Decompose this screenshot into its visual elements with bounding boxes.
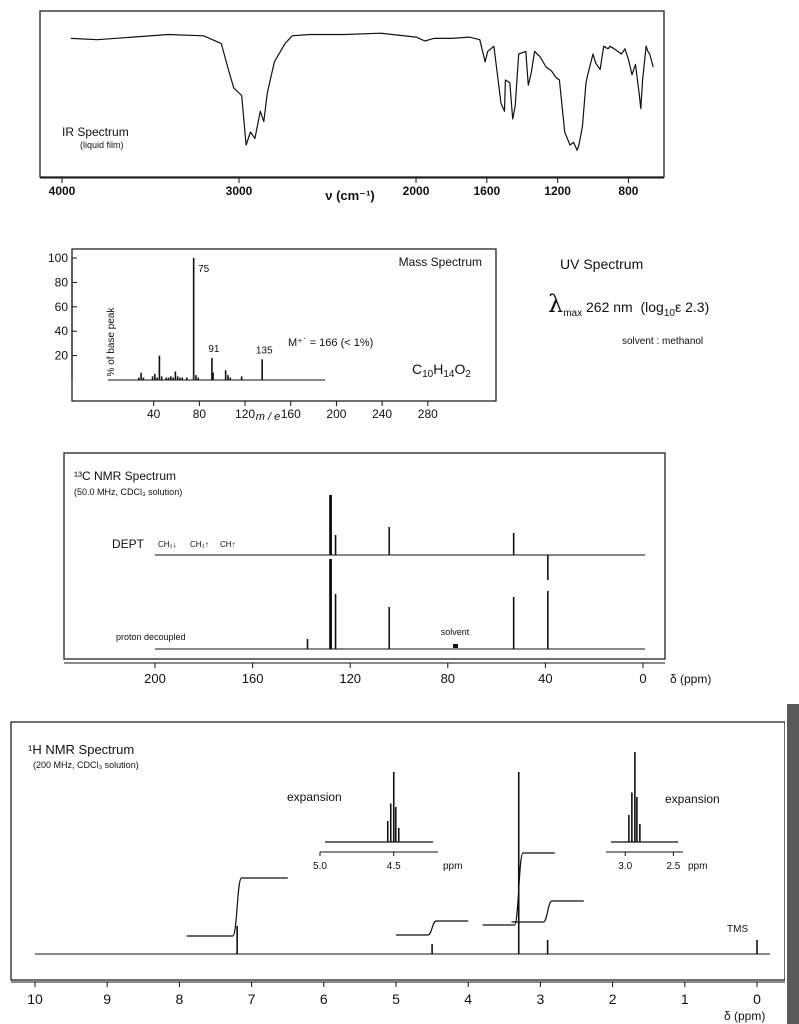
ir-x-tick-label: 800	[618, 184, 639, 198]
ms-y-tick-label: 100	[47, 251, 68, 265]
h1-title: ¹H NMR Spectrum	[28, 742, 135, 757]
ms-peaks	[139, 258, 262, 380]
h1-x-tick-label: 9	[103, 991, 112, 1007]
uv-epsilon-open: (log	[640, 299, 664, 315]
ir-title: IR Spectrum	[62, 125, 129, 139]
h1-x-tick-label: 4	[464, 991, 473, 1007]
ir-x-tick-label: 2000	[402, 184, 430, 198]
c13-subtitle: (50.0 MHz, CDCl₃ solution)	[74, 487, 183, 497]
h1-x-label: δ (ppm)	[724, 1009, 766, 1023]
h1-x-tick-label: 3	[536, 991, 545, 1007]
ms-x-tick-label: 280	[417, 407, 438, 421]
ir-x-tick-label: 1600	[473, 184, 501, 198]
uv-solvent: solvent : methanol	[622, 336, 704, 347]
ir-subtitle: (liquid film)	[80, 140, 124, 150]
h1-x-tick-label: 5	[392, 991, 400, 1007]
ms-formula-part: O	[454, 361, 466, 377]
ms-peak-label: 91	[208, 344, 220, 356]
ms-peak-label: 135	[255, 345, 273, 357]
ms-peak-labels	[198, 264, 273, 356]
ms-formula-part: 14	[443, 369, 455, 380]
h1-expansion-tick-label: 4.5	[386, 861, 401, 872]
c13-dept-legend-ch: CH↑	[220, 540, 236, 549]
uv-epsilon-sub: 10	[663, 307, 675, 319]
ir-spectrum-chart	[0, 0, 799, 215]
h1-tms-label: TMS	[727, 924, 749, 935]
mass-spectrum-chart	[0, 240, 540, 430]
uv-lambda-symbol: λ	[548, 290, 564, 318]
h1-integral-curve	[396, 921, 468, 935]
c13-frame	[64, 453, 665, 659]
ms-y-tick-label: 40	[54, 324, 68, 339]
ms-formula-part: H	[433, 361, 444, 377]
c13-x-tick-label: 40	[538, 671, 553, 686]
ms-y-tick-label: 20	[54, 348, 68, 363]
ms-x-label: m / e	[255, 411, 281, 423]
uv-epsilon-rest: ε 2.3)	[674, 299, 710, 315]
c13-x-tick-label: 120	[339, 671, 362, 686]
uv-lambda-max	[548, 290, 709, 319]
c13-title: ¹³C NMR Spectrum	[74, 469, 177, 483]
c13-x-label: δ (ppm)	[670, 672, 712, 686]
ms-formula-part: 2	[465, 369, 471, 380]
h1-x-tick-label: 1	[680, 991, 689, 1007]
ms-x-tick-label: 80	[192, 407, 207, 421]
ms-x-tick-label: 200	[326, 407, 347, 421]
c13-decoupled-label: proton decoupled	[116, 632, 186, 642]
c13-nmr-chart	[0, 450, 730, 700]
h1-x-tick-label: 6	[319, 991, 328, 1007]
ir-x-label: ν (cm⁻¹)	[325, 188, 375, 203]
ms-y-tick-label: 60	[54, 299, 68, 314]
c13-x-ticks	[144, 663, 646, 686]
ms-x-ticks	[147, 401, 438, 421]
ir-x-tick-label: 3000	[225, 184, 253, 198]
c13-x-tick-label: 0	[639, 671, 647, 686]
c13-decoupled-peaks	[308, 559, 548, 649]
ms-y-tick-label: 80	[54, 275, 68, 290]
ms-title: Mass Spectrum	[398, 255, 482, 269]
h1-x-tick-label: 0	[753, 991, 761, 1007]
h1-x-tick-label: 8	[175, 991, 184, 1007]
ms-x-tick-label: 240	[372, 407, 393, 421]
c13-dept-label: DEPT	[112, 537, 145, 551]
h1-expansion-ppm-label: ppm	[688, 861, 708, 872]
h1-expansion-right	[606, 752, 707, 872]
ms-formula-part: 10	[422, 369, 434, 380]
uv-lambda-sub: max	[563, 307, 583, 319]
h1-expansion-label-left: expansion	[287, 790, 342, 804]
c13-x-tick-label: 160	[241, 671, 264, 686]
h1-nmr-chart	[0, 720, 785, 1024]
ir-x-tick-label: 1200	[544, 184, 571, 198]
c13-dept-legend-ch3: CH₃↑	[190, 540, 209, 549]
c13-dept-peaks	[330, 495, 548, 580]
h1-x-ticks	[27, 982, 761, 1007]
ms-x-tick-label: 160	[280, 407, 301, 421]
ms-x-tick-label: 120	[235, 407, 256, 421]
ms-formula-part: C	[412, 361, 423, 377]
ms-peak-label: 75	[198, 264, 210, 275]
c13-x-tick-label: 80	[440, 671, 456, 686]
h1-x-tick-label: 2	[608, 991, 617, 1007]
right-edge-bar	[787, 704, 799, 1024]
h1-expansion-tick-label: 2.5	[666, 861, 681, 872]
ms-x-tick-label: 40	[147, 407, 161, 421]
ir-frame	[40, 11, 664, 177]
h1-expansion-tick-label: 5.0	[313, 861, 327, 872]
uv-title: UV Spectrum	[560, 256, 644, 272]
h1-expansion-label-right: expansion	[665, 792, 720, 806]
c13-x-tick-label: 200	[144, 671, 166, 686]
h1-subtitle: (200 MHz, CDCl₃ solution)	[33, 760, 139, 770]
h1-x-tick-label: 7	[247, 991, 256, 1007]
ms-molecular-ion: M⁺˙ = 166 (< 1%)	[288, 337, 374, 349]
ir-x-tick-label: 4000	[48, 184, 76, 198]
uv-lambda-value: 262 nm	[586, 299, 633, 315]
uv-spectrum-info	[540, 250, 790, 360]
c13-dept-legend-ch2: CH₂↓	[158, 540, 177, 549]
c13-solvent-label: solvent	[440, 627, 470, 637]
h1-integrals	[187, 853, 584, 936]
h1-integral-curve	[512, 901, 584, 922]
ir-trace	[71, 33, 653, 150]
c13-solvent-mark	[453, 644, 458, 648]
h1-expansion-left	[313, 772, 462, 872]
h1-expansion-ppm-label: ppm	[443, 861, 463, 872]
h1-expansion-tick-label: 3.0	[618, 861, 633, 872]
ms-formula	[412, 361, 471, 380]
h1-x-tick-label: 10	[27, 991, 43, 1007]
ms-y-label: % of base peak	[106, 307, 117, 377]
